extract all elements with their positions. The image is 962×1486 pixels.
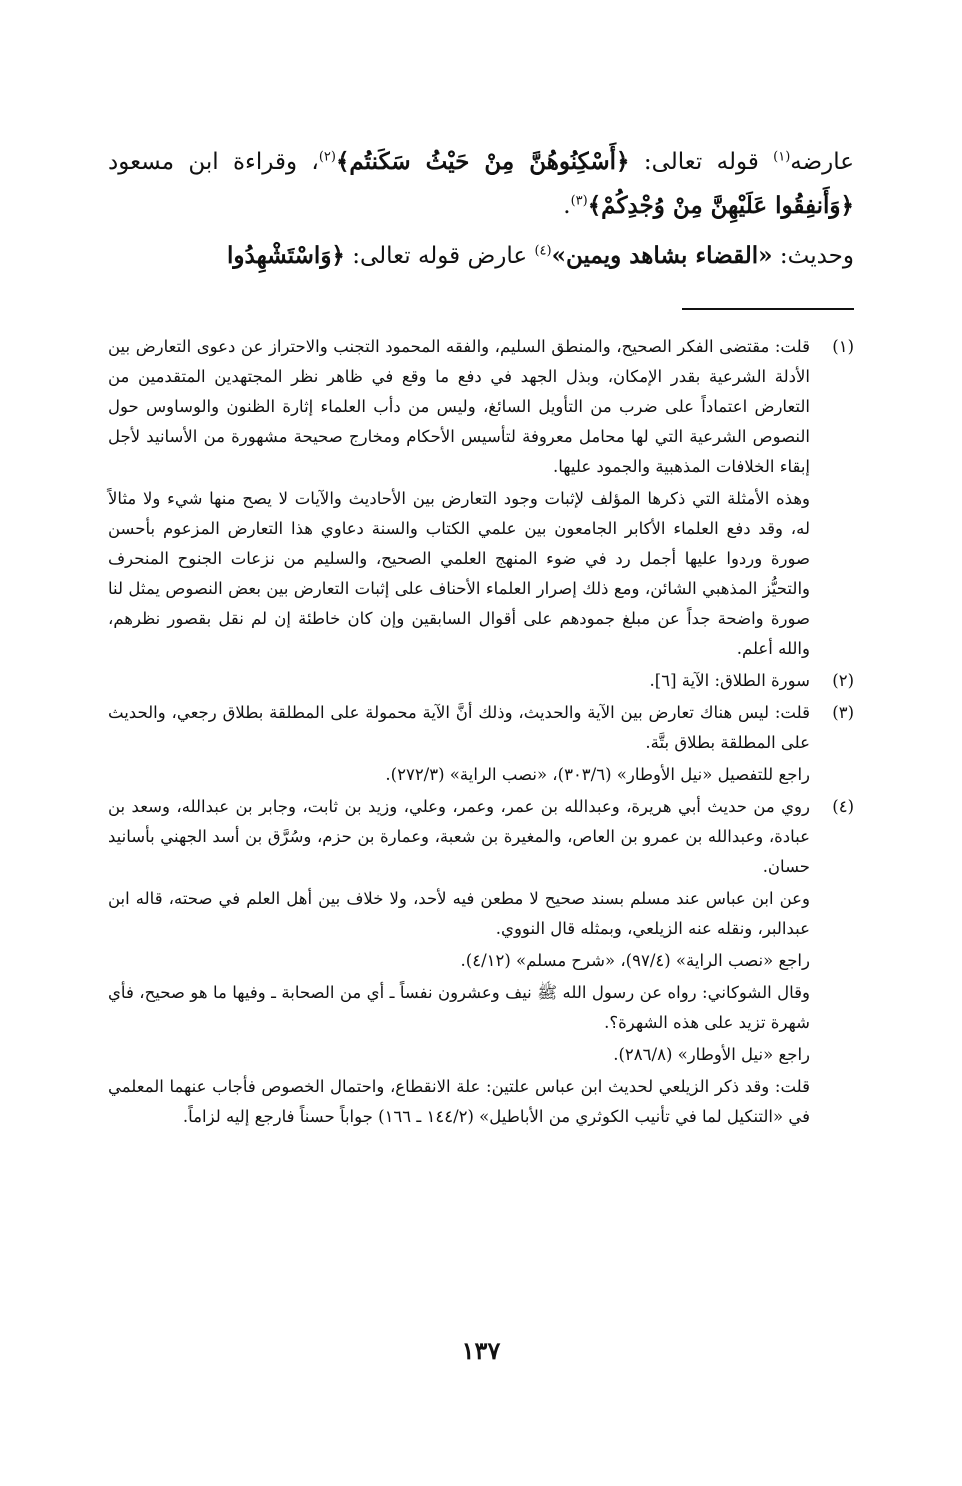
main-paragraph-1 [108, 140, 854, 228]
footnote-paragraph: وقال الشوكاني: رواه عن رسول الله ﷺ نيف وعشرون نفساً ـ أي من الصحابة ـ وفيها ما هو صحيح، فأي شهرة تزيد على هذه الشهرة؟. [108, 983, 810, 1032]
main-paragraph-2 [108, 234, 854, 278]
footnote-paragraph: راجع «نصب الراية» (٩٧/٤)، «شرح مسلم» (٤/١٢). [460, 951, 810, 970]
footnote-3 [108, 698, 854, 790]
footnote-paragraph: قلت: مقتضى الفكر الصحيح، والمنطق السليم، والفقه المحمود التجنب والاحتراز عن دعوى التعارض بين الأدلة الشرعية بقدر الإمكان، وبذل الجهد في دفع ما وقع في ظاهر نظر المجتهدين المتقدمين من التعارض اعتماداً على ضرب من التأويل السائغ، وليس من دأب العلماء إثارة الظنون والوساوس حول النصوص الشرعية التي لها محامل معروفة لتأسيس الأحكام ومخارج صحيحة مشهورة من الأسانيد لأجل إبقاء الخلافات المذهبية والجمود عليها. [108, 337, 810, 476]
footnote-paragraph: قلت: وقد ذكر الزيلعي لحديث ابن عباس علتين: علة الانقطاع، واحتمال الخصوص فأجاب عنهما المعلمي في «التنكيل لما في تأنيب الكوثري من الأباطيل» (١٤٤/٢ ـ ١٦٦) جواباً حسناً فارجع إليه لزاماً. [108, 1077, 810, 1126]
footnote-paragraph: وهذه الأمثلة التي ذكرها المؤلف لإثبات وجود التعارض بين الأحاديث والآيات لا يصح منها شيء ولا مثالاً له، وقد دفع العلماء الأكابر الجامعون بين علمي الكتاب والسنة دعاوي هذا التعارض المزعوم بأحسن صورة وردوا عليها أجمل رد في ضوء المنهج العلمي الصحيح، والسليم من نزعات الجنوح المنحرف والتحيُّز المذهبي الشائن، ومع ذلك إصرار العلماء الأحناف على إثبات التعارض بين بعض النصوص يمثل لنا صورة واضحة جداً عن مبلغ جمودهم على أقوال السابقين وإن كان خاطئة إن لم نقل بقصور نظرهم، والله أعلم. [108, 489, 810, 658]
footnote-number: (١) [832, 337, 854, 356]
footnote-number: (٣) [832, 703, 854, 722]
footnote-paragraph: قلت: ليس هناك تعارض بين الآية والحديث، وذلك أنَّ الآية محمولة على المطلقة بطلاق رجعي، والحديث على المطلقة بطلاق بتَّة. [108, 703, 810, 752]
quran-verse: ﴿وَاسْتَشْهِدُوا [227, 242, 345, 269]
footnote-number: (٤) [832, 797, 854, 816]
footnote-ref-3[interactable]: (٣) [570, 193, 588, 209]
footnote-paragraph: سورة الطلاق: الآية [٦]. [649, 671, 810, 690]
footnote-2 [108, 666, 854, 696]
footnote-ref-1[interactable]: (١) [773, 149, 791, 165]
footnote-paragraph: راجع للتفصيل «نيل الأوطار» (٣٠٣/٦)، «نصب الراية» (٢٧٢/٣). [385, 765, 810, 784]
hadith-quote: «القضاء بشاهد ويمين» [551, 242, 773, 269]
text-run: . [563, 193, 571, 219]
footnote-separator [682, 308, 854, 310]
quran-verse: ﴿أَسْكِنُوهُنَّ مِنْ حَيْثُ سَكَنتُم﴾ [335, 148, 630, 175]
footnote-ref-4[interactable]: (٤) [534, 243, 552, 259]
footnote-paragraph: روي من حديث أبي هريرة، وعبدالله بن عمر، وعمر، وعلي، وزيد بن ثابت، وجابر بن عبدالله، وسعد بن عبادة، وعبدالله بن عمرو بن العاص، والمغيرة بن شعبة، وعمارة بن حزم، وسُرَّق بن أسد الجهني بأسانيد حسان. [108, 797, 810, 876]
footnote-4 [108, 792, 854, 1132]
page-number: ١٣٧ [461, 1336, 501, 1365]
footnote-paragraph: راجع «نيل الأوطار» (٢٨٦/٨). [613, 1045, 810, 1064]
footnote-1 [108, 332, 854, 664]
footnote-ref-2[interactable]: (٢) [318, 149, 336, 165]
text-run: قوله تعالى: [629, 149, 774, 175]
main-text [108, 140, 854, 284]
quran-verse: ﴿وَأَنفِقُوا عَلَيْهِنَّ مِنْ وُجْدِكُمْ﴾ [587, 192, 854, 219]
footnotes [108, 332, 854, 1134]
text-run: عارض قوله تعالى: [344, 243, 535, 269]
text-run: ، وقراءة ابن مسعود [108, 149, 319, 175]
text-run: وحديث: [772, 243, 854, 269]
footnote-paragraph: وعن ابن عباس عند مسلم بسند صحيح لا مطعن فيه لأحد، ولا خلاف بين أهل العلم في صحته، قاله ابن عبدالبر، ونقله عنه الزيلعي، وبمثله قال النووي. [108, 889, 810, 938]
text-run: عارضه [790, 149, 854, 175]
footnote-number: (٢) [832, 671, 854, 690]
